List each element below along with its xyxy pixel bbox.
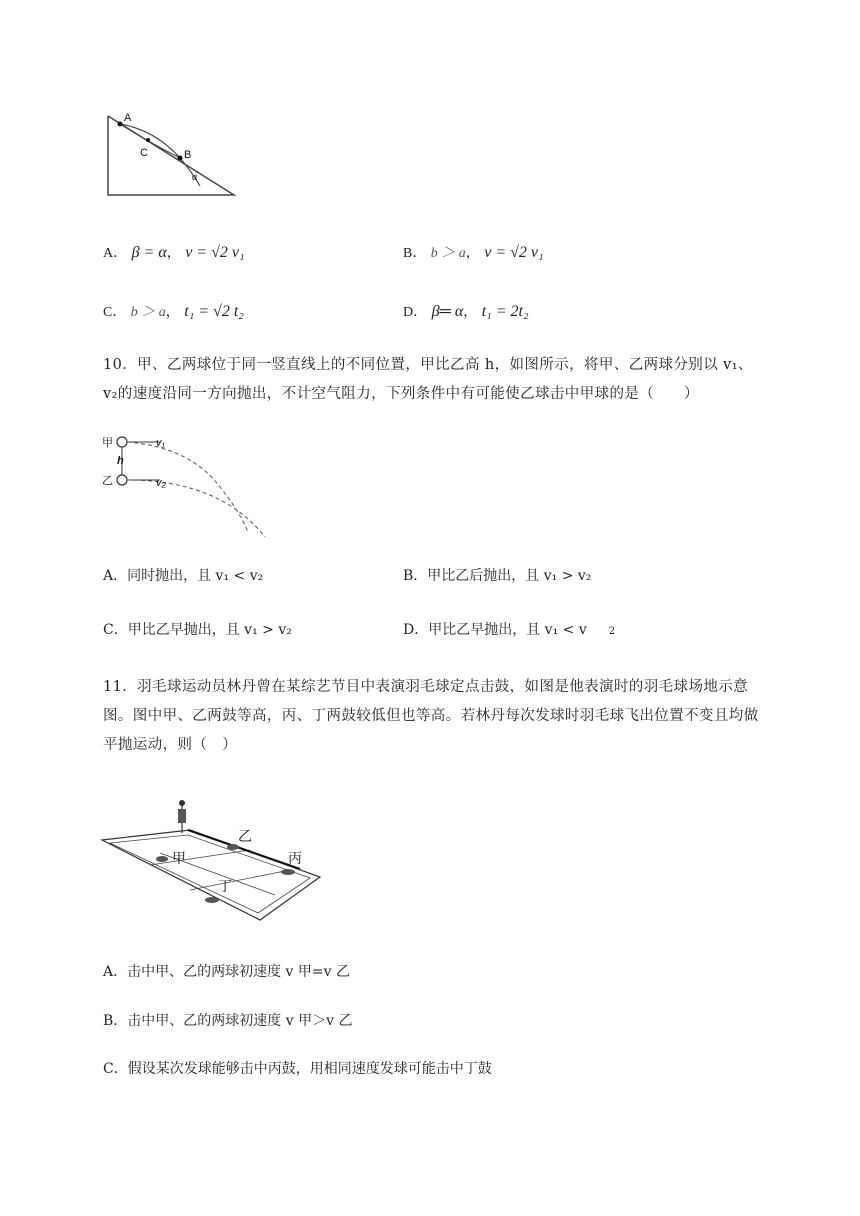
v2-label: v₂ — [156, 477, 166, 489]
yi-label: 乙 — [102, 475, 113, 487]
drum-ding-label: 丁 — [218, 879, 232, 895]
jia-label: 甲 — [102, 437, 113, 449]
projectile-figure — [100, 432, 270, 542]
q9-option-c: C． b ＞ a， t₁ = √2 t₂ — [103, 303, 244, 320]
q9-option-d: D． β═ α， t₁ = 2t₂ — [403, 303, 529, 320]
q11-stem: 11．羽毛球运动员林丹曾在某综艺节目中表演羽毛球定点击鼓，如图是他表演时的羽毛球场地示意图。图中甲、乙两鼓等高，丙、丁两鼓较低但也等高。若林丹每次发球时羽毛球飞出位置不变且均做平抛运动，则（ ） — [103, 679, 759, 753]
point-a-label: A — [124, 112, 132, 124]
alpha-label: α — [192, 172, 198, 182]
q11-option-c: C．假设某次发球能够击中丙鼓，用相同速度发球可能击中丁鼓 — [103, 1061, 492, 1077]
q10-stem: 10．甲、乙两球位于同一竖直线上的不同位置，甲比乙高 h，如图所示，将甲、乙两球分别以 v₁、v₂的速度沿同一方向抛出，不计空气阻力，下列条件中有可能使乙球击中甲球的是（ ） — [103, 357, 753, 402]
drum-bing-label: 丙 — [288, 851, 302, 867]
q11-option-a: A．击中甲、乙的两球初速度 v 甲=v 乙 — [103, 964, 351, 980]
q10-option-d: D．甲比乙早抛出，且 v₁ < v 2 — [403, 622, 616, 638]
q10-option-b: B．甲比乙后抛出，且 v₁ > v₂ — [403, 568, 592, 584]
q9-option-a: A． β = α， v = √2 v₁ — [103, 244, 245, 261]
drum-jia-label: 甲 — [172, 851, 186, 867]
v1-label: v₁ — [156, 437, 165, 449]
h-label: h — [117, 455, 124, 467]
badminton-court-figure — [100, 795, 325, 925]
q11-option-b: B．击中甲、乙的两球初速度 v 甲＞v 乙 — [103, 1013, 353, 1029]
point-c-label: C — [140, 147, 148, 159]
drum-yi-label: 乙 — [238, 829, 252, 845]
q9-option-b: B． b ＞ a， v = √2 v₁ — [403, 244, 544, 261]
point-b-label: B — [184, 149, 192, 161]
q10-option-a: A．同时抛出，且 v₁ < v₂ — [103, 568, 264, 584]
incline-figure — [100, 110, 240, 200]
q10-option-c: C．甲比乙早抛出，且 v₁ > v₂ — [103, 622, 292, 638]
